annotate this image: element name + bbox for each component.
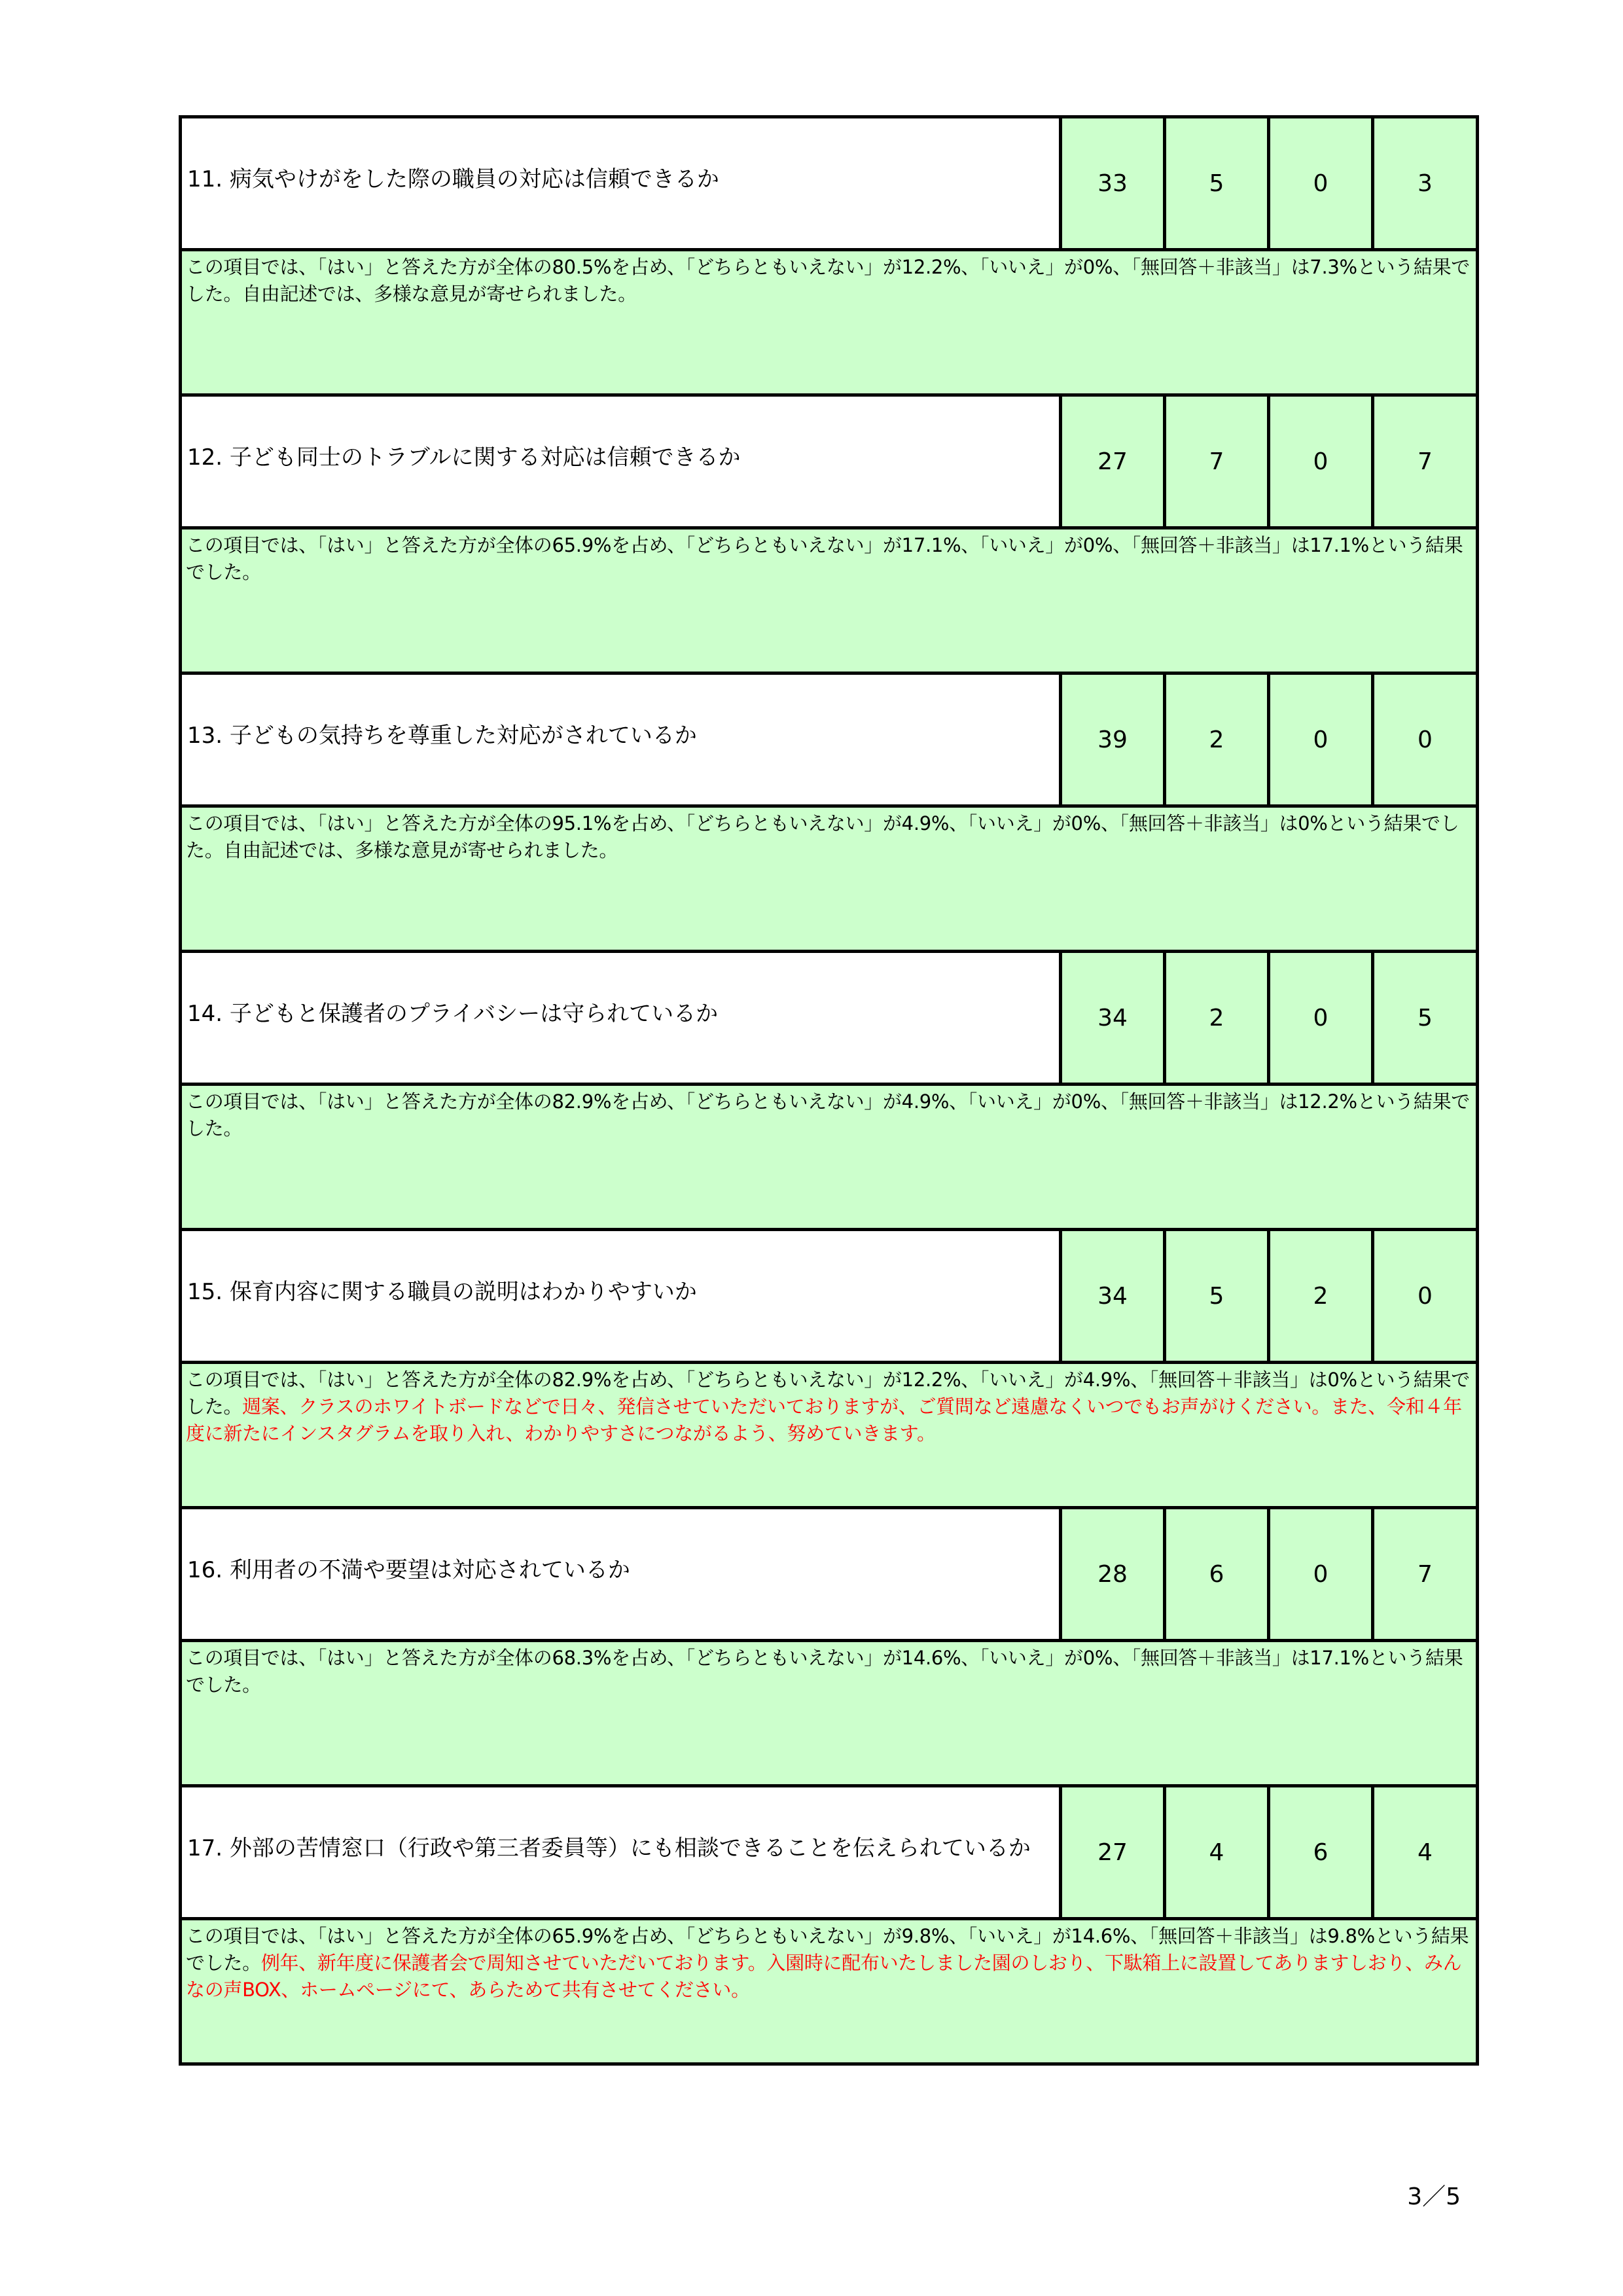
response-count: 27 <box>1061 1786 1165 1919</box>
response-count: 27 <box>1061 395 1165 528</box>
response-count: 4 <box>1165 1786 1269 1919</box>
comment-cell <box>181 1919 1478 2064</box>
response-count: 0 <box>1269 952 1373 1085</box>
response-count: 33 <box>1061 117 1165 250</box>
page-number: 3／5 <box>1407 2183 1461 2210</box>
comment-row <box>181 806 1478 952</box>
comment-cell <box>181 806 1478 952</box>
response-count: 34 <box>1061 1230 1165 1363</box>
response-count: 7 <box>1373 395 1478 528</box>
response-count: 0 <box>1373 673 1478 806</box>
response-count: 7 <box>1373 1508 1478 1641</box>
response-count: 39 <box>1061 673 1165 806</box>
response-count: 5 <box>1165 117 1269 250</box>
comment-text: この項目では、「はい」と答えた方が全体の82.9%を占め、「どちらともいえない」が12.2%、「いいえ」が4.9%、「無回答＋非該当」は0%という結果でした。 <box>186 1369 1470 1418</box>
comment-row <box>181 1363 1478 1508</box>
comment-row <box>181 1919 1478 2064</box>
response-count: 7 <box>1165 395 1269 528</box>
response-count: 5 <box>1373 952 1478 1085</box>
question-text-cell <box>181 1786 1061 1919</box>
question-text: 14. 子どもと保護者のプライバシーは守られているか <box>187 1001 719 1027</box>
question-text: 16. 利用者の不満や要望は対応されているか <box>187 1557 630 1583</box>
response-count: 0 <box>1269 117 1373 250</box>
response-count: 34 <box>1061 952 1165 1085</box>
response-count: 6 <box>1269 1786 1373 1919</box>
question-text: 17. 外部の苦情窓口（行政や第三者委員等）にも相談できることを伝えられているか <box>187 1835 1031 1861</box>
comment-cell <box>181 1085 1478 1230</box>
comment-text: この項目では、「はい」と答えた方が全体の68.3%を占め、「どちらともいえない」が14.6%、「いいえ」が0%、「無回答＋非該当」は17.1%という結果でした。 <box>186 1647 1463 1696</box>
response-count: 3 <box>1373 117 1478 250</box>
comment-cell <box>181 1641 1478 1786</box>
response-count: 0 <box>1269 673 1373 806</box>
question-text-cell <box>181 673 1061 806</box>
response-count: 6 <box>1165 1508 1269 1641</box>
question-text: 15. 保育内容に関する職員の説明はわかりやすいか <box>187 1279 697 1305</box>
question-row <box>181 952 1478 1085</box>
survey-body <box>181 117 1478 2064</box>
comment-response-text: 週案、クラスのホワイトボードなどで日々、発信させていただいておりますが、ご質問など遠慮なくいつでもお声がけください。また、令和４年度に新たにインスタグラムを取り入れ、わかりやすさにつながるよう、努めていきます。 <box>186 1395 1462 1444</box>
comment-text: この項目では、「はい」と答えた方が全体の80.5%を占め、「どちらともいえない」が12.2%、「いいえ」が0%、「無回答＋非該当」は7.3%という結果でした。自由記述では、多様な意見が寄せられました。 <box>186 256 1470 305</box>
response-count: 0 <box>1269 1508 1373 1641</box>
question-text-cell <box>181 1508 1061 1641</box>
comment-row <box>181 1641 1478 1786</box>
response-count: 0 <box>1373 1230 1478 1363</box>
response-count: 2 <box>1269 1230 1373 1363</box>
question-text-cell <box>181 952 1061 1085</box>
question-row <box>181 1786 1478 1919</box>
comment-row <box>181 250 1478 395</box>
question-text: 12. 子ども同士のトラブルに関する対応は信頼できるか <box>187 444 741 471</box>
question-row <box>181 117 1478 250</box>
response-count: 0 <box>1269 395 1373 528</box>
comment-response-text: 例年、新年度に保護者会で周知させていただいております。入園時に配布いたしました園のしおり、下駄箱上に設置してありますしおり、みんなの声BOX、ホームページにて、あらためて共有させてください。 <box>186 1952 1462 2001</box>
question-row <box>181 1230 1478 1363</box>
response-count: 4 <box>1373 1786 1478 1919</box>
response-count: 28 <box>1061 1508 1165 1641</box>
comment-text: この項目では、「はい」と答えた方が全体の95.1%を占め、「どちらともいえない」が4.9%、「いいえ」が0%、「無回答＋非該当」は0%という結果でした。自由記述では、多様な意見が寄せられました。 <box>186 812 1459 861</box>
response-count: 5 <box>1165 1230 1269 1363</box>
question-text: 11. 病気やけがをした際の職員の対応は信頼できるか <box>187 166 719 192</box>
comment-row <box>181 1085 1478 1230</box>
question-row <box>181 1508 1478 1641</box>
comment-row <box>181 528 1478 673</box>
question-text-cell <box>181 395 1061 528</box>
question-text-cell <box>181 117 1061 250</box>
response-count: 2 <box>1165 952 1269 1085</box>
response-count: 2 <box>1165 673 1269 806</box>
comment-cell <box>181 1363 1478 1508</box>
comment-text: この項目では、「はい」と答えた方が全体の65.9%を占め、「どちらともいえない」が17.1%、「いいえ」が0%、「無回答＋非該当」は17.1%という結果でした。 <box>186 534 1463 583</box>
question-row <box>181 673 1478 806</box>
comment-text: この項目では、「はい」と答えた方が全体の82.9%を占め、「どちらともいえない」が4.9%、「いいえ」が0%、「無回答＋非該当」は12.2%という結果でした。 <box>186 1090 1470 1139</box>
question-text-cell <box>181 1230 1061 1363</box>
comment-cell <box>181 528 1478 673</box>
question-row <box>181 395 1478 528</box>
question-text: 13. 子どもの気持ちを尊重した対応がされているか <box>187 723 697 749</box>
survey-results-table <box>179 115 1479 2066</box>
comment-text: この項目では、「はい」と答えた方が全体の65.9%を占め、「どちらともいえない」が9.8%、「いいえ」が14.6%、「無回答＋非該当」は9.8%という結果でした。 <box>186 1925 1469 1974</box>
comment-cell <box>181 250 1478 395</box>
